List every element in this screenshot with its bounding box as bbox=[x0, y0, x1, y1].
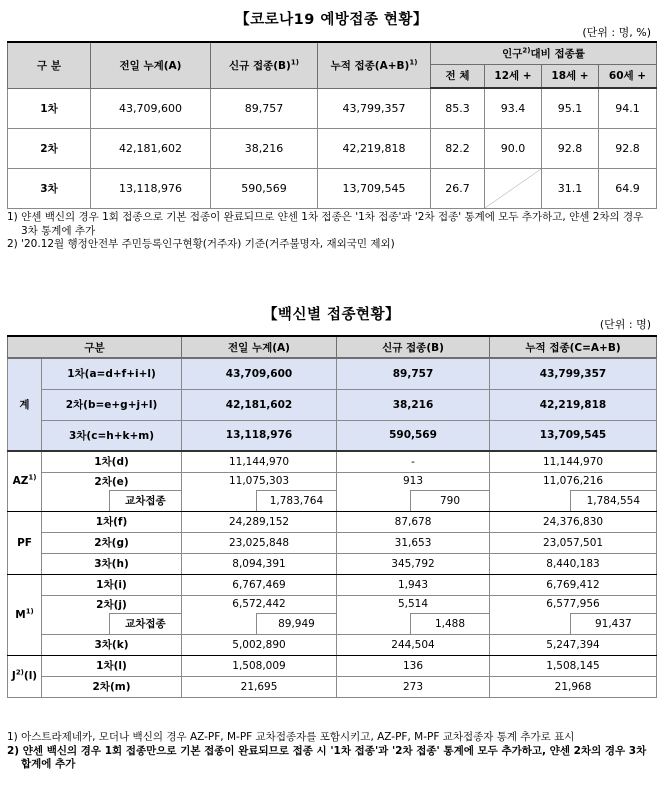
cell-new: 89,757 bbox=[211, 88, 318, 128]
row-label: 1차 bbox=[8, 88, 91, 128]
table-row bbox=[8, 553, 657, 574]
cross-prev: 1,783,764 bbox=[256, 490, 336, 511]
cross-row bbox=[8, 613, 657, 634]
row-label: 1차(i) bbox=[42, 574, 182, 595]
cell-age60: 92.8 bbox=[599, 128, 657, 168]
cell-prev: 43,709,600 bbox=[182, 358, 337, 389]
header-prev: 전일 누계(A) bbox=[182, 336, 337, 358]
cell-new: 89,757 bbox=[337, 358, 490, 389]
row-label: 1차(l) bbox=[42, 655, 182, 676]
cell-new: 590,569 bbox=[337, 420, 490, 451]
cell-cum: 42,219,818 bbox=[318, 128, 431, 168]
cell-cum: 13,709,545 bbox=[318, 168, 431, 208]
cell-prev: 21,695 bbox=[182, 676, 337, 697]
cell-new: 38,216 bbox=[337, 389, 490, 420]
cell-cum: 43,799,357 bbox=[490, 358, 657, 389]
cross-cell-new bbox=[337, 613, 490, 634]
cell-total: 82.2 bbox=[431, 128, 485, 168]
cell-new: 273 bbox=[337, 676, 490, 697]
table2-unit: (단위 : 명) bbox=[599, 318, 651, 331]
cell-new: 31,653 bbox=[337, 532, 490, 553]
table-row bbox=[8, 389, 657, 420]
table-row bbox=[8, 472, 657, 490]
cell-cum: 11,144,970 bbox=[490, 451, 657, 472]
cell-age18: 95.1 bbox=[542, 88, 599, 128]
cross-cum: 91,437 bbox=[570, 613, 656, 634]
cell-age12: 93.4 bbox=[485, 88, 542, 128]
cell-cum: 42,219,818 bbox=[490, 389, 657, 420]
table1-notes bbox=[7, 211, 647, 252]
cell-prev: 1,508,009 bbox=[182, 655, 337, 676]
cross-label: 교차접종 bbox=[109, 490, 181, 511]
cell-cum: 6,769,412 bbox=[490, 574, 657, 595]
cell-new: 913 bbox=[337, 472, 490, 490]
header-prev-cum: 전일 누계(A) bbox=[91, 42, 211, 88]
cell-new: 244,504 bbox=[337, 634, 490, 655]
cross-label: 교차접종 bbox=[109, 613, 181, 634]
header-category: 구 분 bbox=[8, 42, 91, 88]
cell-cum: 5,247,394 bbox=[490, 634, 657, 655]
note: 2) 얀센 백신의 경우 1회 접종만으로 기본 접종이 완료되므로 접종 시 '1차 접종'과 '2차 접종' 통계에 모두 추가하고, 얀센 2차의 경우 3차 합계에 추가 bbox=[7, 744, 647, 770]
cell-prev: 42,181,602 bbox=[91, 128, 211, 168]
group-m: $M^{1)}$ bbox=[8, 574, 42, 655]
header-cum: 누적 접종$(A+B)^{1)}$ bbox=[318, 42, 431, 88]
row-label: 1차(a=d+f+i+l) bbox=[42, 358, 182, 389]
cell-age18: 31.1 bbox=[542, 168, 599, 208]
cell-prev: 8,094,391 bbox=[182, 553, 337, 574]
table-row bbox=[8, 532, 657, 553]
cross-cell-label bbox=[42, 613, 182, 634]
header-age12: 12세 + bbox=[485, 64, 542, 88]
cell-cum: 8,440,183 bbox=[490, 553, 657, 574]
table-row bbox=[8, 88, 657, 128]
group-j: $J^{2)}(l)$ bbox=[8, 655, 42, 697]
table-row bbox=[8, 634, 657, 655]
cross-cell-new bbox=[337, 490, 490, 511]
table-row bbox=[8, 655, 657, 676]
note: 2) '20.12월 행정안전부 주민등록인구현황(거주자) 기준(거주불명자, 재외국민 제외) bbox=[7, 238, 395, 250]
row-label: 3차(h) bbox=[42, 553, 182, 574]
row-label: 3차(k) bbox=[42, 634, 182, 655]
cross-prev: 89,949 bbox=[256, 613, 336, 634]
header-category: 구분 bbox=[8, 336, 182, 358]
header-cum: 누적 접종(C=A+B) bbox=[490, 336, 657, 358]
cross-cell-cum bbox=[490, 490, 657, 511]
cell-cum: 24,376,830 bbox=[490, 511, 657, 532]
row-label: 2차(e) bbox=[42, 472, 182, 490]
table-row bbox=[8, 420, 657, 451]
diagonal-line bbox=[485, 169, 541, 208]
cell-cum: 23,057,501 bbox=[490, 532, 657, 553]
cell-new: 1,943 bbox=[337, 574, 490, 595]
cross-row bbox=[8, 490, 657, 511]
group-pf: PF bbox=[8, 511, 42, 574]
cell-prev: 6,767,469 bbox=[182, 574, 337, 595]
cell-prev: 6,572,442 bbox=[182, 595, 337, 613]
cell-cum: 1,508,145 bbox=[490, 655, 657, 676]
table1-title: 【코로나19 예방접종 현황】 bbox=[235, 12, 428, 28]
cell-prev: 11,144,970 bbox=[182, 451, 337, 472]
table1-unit: (단위 : 명, %) bbox=[582, 26, 651, 39]
cell-new: 345,792 bbox=[337, 553, 490, 574]
header-rate-group: 인구$^{2)}$대비 접종률 bbox=[431, 42, 657, 64]
table-row bbox=[8, 676, 657, 697]
header-new: 신규 접종$(B)^{1)}$ bbox=[211, 42, 318, 88]
cell-new: 590,569 bbox=[211, 168, 318, 208]
cross-cell-prev bbox=[182, 613, 337, 634]
note: 1) 얀센 백신의 경우 1회 접종으로 기본 접종이 완료되므로 얀센 1차 접종은 '1차 접종'과 '2차 접종' 통계에 모두 추가하고, 얀센 2차의 경우 3차 통계에 추가 bbox=[7, 211, 644, 237]
cell-prev: 13,118,976 bbox=[91, 168, 211, 208]
cell-cum: 43,799,357 bbox=[318, 88, 431, 128]
row-label: 3차(c=h+k+m) bbox=[42, 420, 182, 451]
row-label: 1차(f) bbox=[42, 511, 182, 532]
cell-age60: 94.1 bbox=[599, 88, 657, 128]
cross-new: 790 bbox=[410, 490, 489, 511]
table-row bbox=[8, 168, 657, 208]
cell-cum: 13,709,545 bbox=[490, 420, 657, 451]
note: 1) 아스트라제네카, 모더나 백신의 경우 AZ-PF, M-PF 교차접종자를 포함시키고, AZ-PF, M-PF 교차접종자 통계 추가로 표시 bbox=[7, 731, 575, 743]
cell-total: 85.3 bbox=[431, 88, 485, 128]
cell-age60: 64.9 bbox=[599, 168, 657, 208]
header-age18: 18세 + bbox=[542, 64, 599, 88]
group-total: 계 bbox=[8, 358, 42, 451]
row-label: 3차 bbox=[8, 168, 91, 208]
cell-prev: 11,075,303 bbox=[182, 472, 337, 490]
cross-new: 1,488 bbox=[410, 613, 489, 634]
table-row bbox=[8, 574, 657, 595]
cross-cell-prev bbox=[182, 490, 337, 511]
group-az: AZ$^{1)}$ bbox=[8, 451, 42, 511]
table-row bbox=[8, 358, 657, 389]
cell-age12: 90.0 bbox=[485, 128, 542, 168]
cell-total: 26.7 bbox=[431, 168, 485, 208]
row-label: 2차(g) bbox=[42, 532, 182, 553]
table-row bbox=[8, 128, 657, 168]
table-row bbox=[8, 595, 657, 613]
vaccination-status-table bbox=[7, 41, 657, 209]
cell-prev: 5,002,890 bbox=[182, 634, 337, 655]
cross-cell-cum bbox=[490, 613, 657, 634]
table-row bbox=[8, 511, 657, 532]
row-label: 2차(j) bbox=[42, 595, 182, 613]
row-label: 1차(d) bbox=[42, 451, 182, 472]
cross-cum: 1,784,554 bbox=[570, 490, 656, 511]
table-row bbox=[8, 451, 657, 472]
cell-prev: 43,709,600 bbox=[91, 88, 211, 128]
header-new: 신규 접종(B) bbox=[337, 336, 490, 358]
header-total: 전 체 bbox=[431, 64, 485, 88]
cell-cum: 6,577,956 bbox=[490, 595, 657, 613]
empty-slash-cell bbox=[485, 168, 542, 208]
table2-title: 【백신별 접종현황】 bbox=[262, 307, 401, 323]
cross-cell-label bbox=[42, 490, 182, 511]
cell-prev: 23,025,848 bbox=[182, 532, 337, 553]
cell-prev: 13,118,976 bbox=[182, 420, 337, 451]
cell-new: - bbox=[337, 451, 490, 472]
cell-cum: 21,968 bbox=[490, 676, 657, 697]
cell-new: 87,678 bbox=[337, 511, 490, 532]
cell-new: 5,514 bbox=[337, 595, 490, 613]
row-label: 2차(b=e+g+j+l) bbox=[42, 389, 182, 420]
header-age60: 60세 + bbox=[599, 64, 657, 88]
cell-prev: 42,181,602 bbox=[182, 389, 337, 420]
table2-notes bbox=[7, 731, 657, 772]
cell-new: 136 bbox=[337, 655, 490, 676]
row-label: 2차(m) bbox=[42, 676, 182, 697]
cell-age18: 92.8 bbox=[542, 128, 599, 168]
row-label: 2차 bbox=[8, 128, 91, 168]
vaccine-by-type-table bbox=[7, 335, 657, 698]
cell-prev: 24,289,152 bbox=[182, 511, 337, 532]
cell-new: 38,216 bbox=[211, 128, 318, 168]
cell-cum: 11,076,216 bbox=[490, 472, 657, 490]
